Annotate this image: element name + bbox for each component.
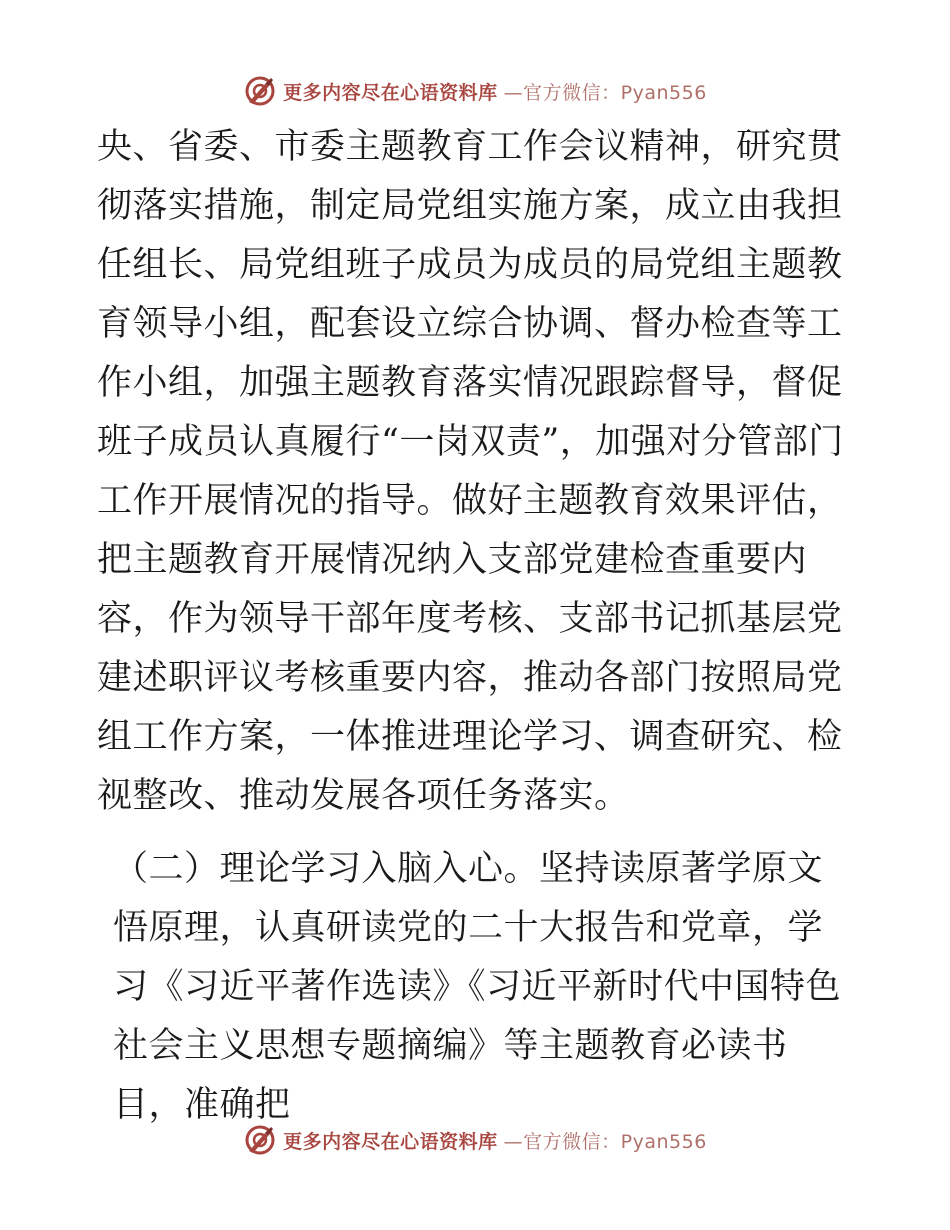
paragraph: 央、省委、市委主题教育工作会议精神，研究贯彻落实措施，制定局党组实施方案，成立由我担任组长、局党组班子成员为成员的局党组主题教育领导小组，配套设立综合协调、督办检查等工作小组，加强主题教育落实情况跟踪督导，督促班子成员认真履行“一岗双责”，加强对分管部门工作开展情况的指导。做好主题教育效果评估，把主题教育开展情况纳入支部党建检查重要内容，作为领导干部年度考核、支部书记抓基层党建述职评议考核重要内容，推动各部门按照局党组工作方案，一体推进理论学习、调查研究、检视整改、推动发展各项任务落实。: [97, 127, 844, 816]
paragraph: （二）理论学习入脑入心。坚持读原著学原文悟原理，认真研读党的二十大报告和党章，学习《习近平著作选读》《习近平新时代中国特色社会主义思想专题摘编》等主题教育必读书目，准确把: [113, 849, 842, 1125]
document-body: [97, 118, 857, 1135]
header-watermark: [0, 71, 950, 111]
watermark-contact: —官方微信：Pyan556: [503, 81, 707, 104]
brand-logo-icon: [243, 74, 277, 108]
watermark-contact: —官方微信：Pyan556: [503, 1130, 707, 1153]
watermark-brand: 更多内容尽在心语资料库: [283, 81, 498, 104]
footer-watermark: [0, 1120, 950, 1160]
watermark-brand: 更多内容尽在心语资料库: [283, 1130, 498, 1153]
brand-logo-icon: [243, 1123, 277, 1157]
